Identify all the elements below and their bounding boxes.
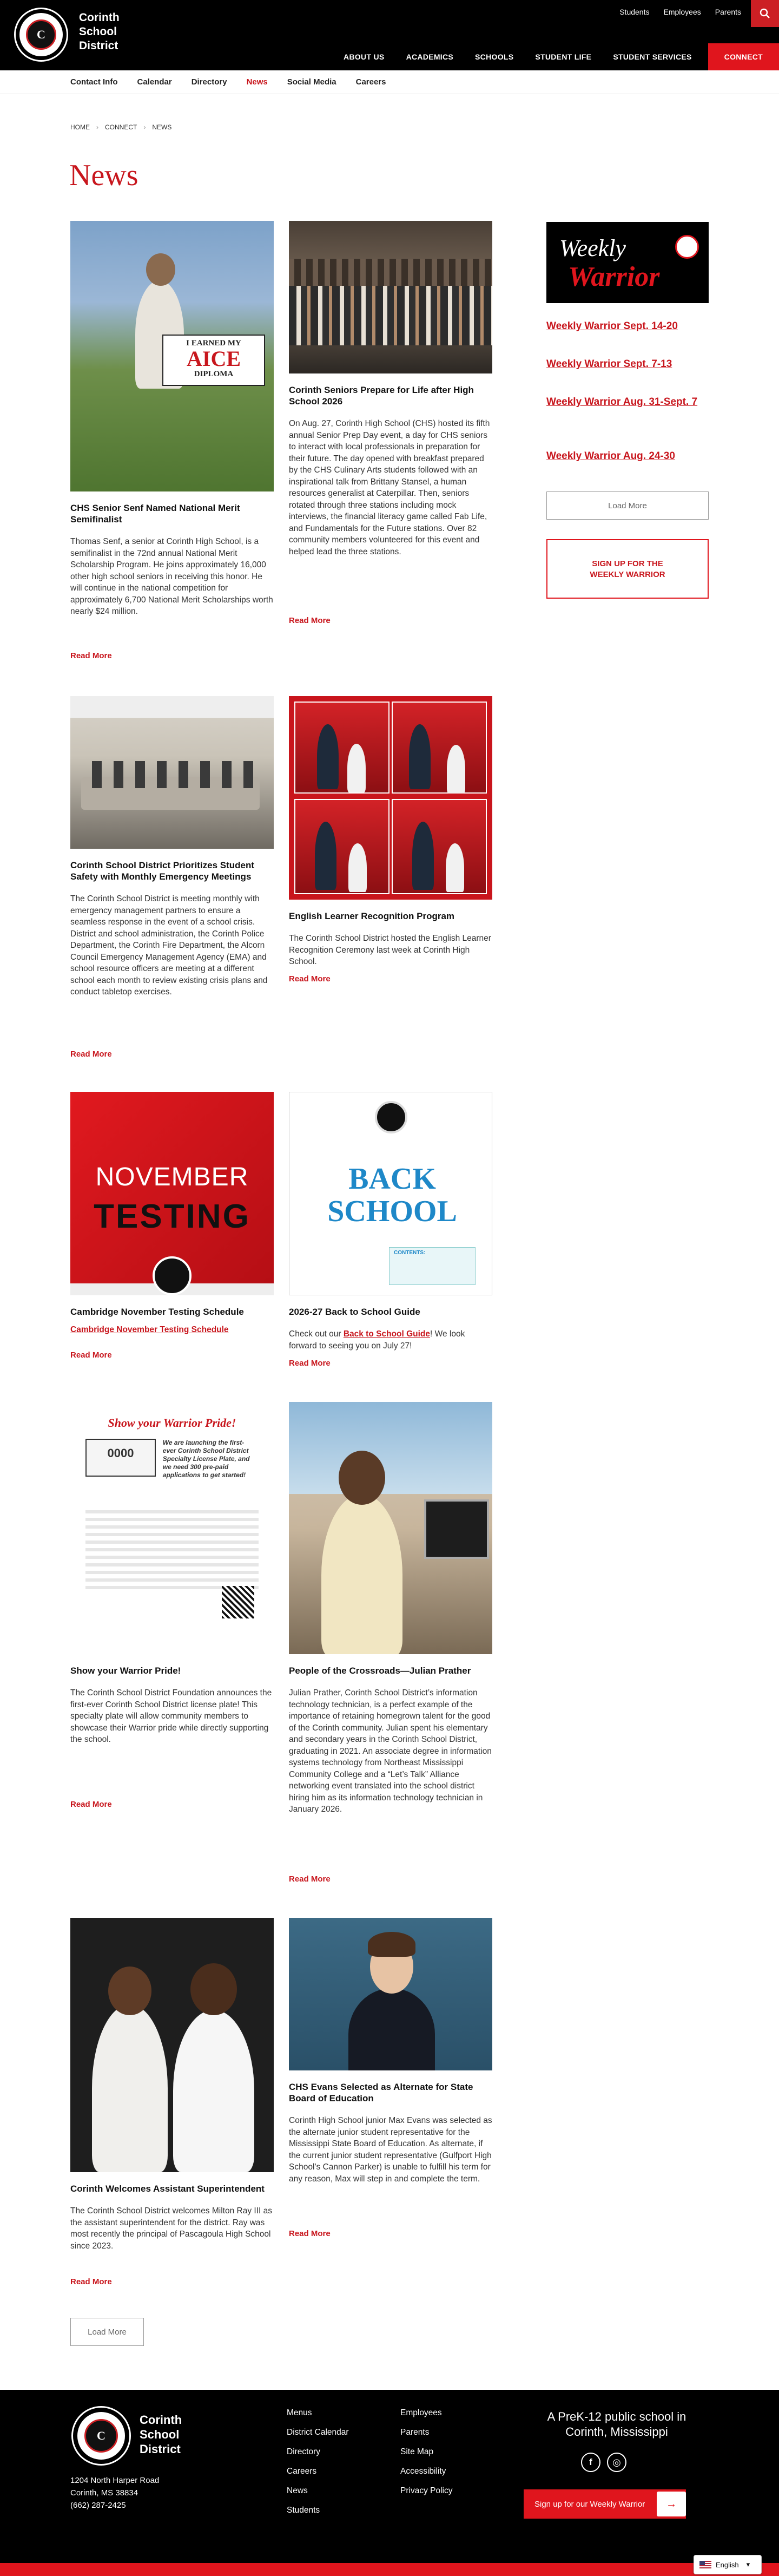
footer-link-employees[interactable]: Employees [400,2408,442,2417]
footer-phone[interactable]: (662) 287-2425 [70,2501,126,2510]
article-summary: The Corinth School District hosted the English Learner Recognition Ceremony last week at Corinth High School. [289,934,491,966]
weekly-warrior-banner[interactable]: Weekly Warrior [546,222,709,303]
footer-link-accessibility[interactable]: Accessibility [400,2467,446,2476]
footer-links-col2 [400,2408,452,2496]
footer-link-directory[interactable]: Directory [287,2447,321,2456]
read-more-link[interactable]: Read More [70,1050,112,1059]
read-more-link[interactable]: Read More [289,2229,331,2238]
main-nav [333,43,779,70]
news-card [289,1402,492,1815]
article-title[interactable]: Show your Warrior Pride! [70,1666,181,1676]
subnav-calendar[interactable]: Calendar [137,77,172,87]
weekly-warrior-link[interactable]: Weekly Warrior Aug. 24-30 [546,450,675,462]
nav-student-services[interactable]: STUDENT SERVICES [613,53,692,61]
breadcrumb-home[interactable]: HOME [70,123,90,131]
logo-letter: C [26,19,56,50]
weekly-warrior-link[interactable]: Weekly Warrior Sept. 14-20 [546,320,678,332]
arrow-right-icon: → [666,2498,677,2510]
back-to-school-guide-link[interactable]: Back to School Guide [343,1329,431,1339]
breadcrumb-connect[interactable]: CONNECT [105,123,137,131]
footer-signup-arrow-button[interactable] [657,2492,686,2516]
qr-code [222,1586,254,1618]
site-header [0,0,779,70]
us-flag-icon [699,2561,711,2568]
footer-link-district-calendar[interactable]: District Calendar [287,2428,349,2437]
language-selector[interactable] [694,2555,762,2574]
read-more-link[interactable]: Read More [70,2277,112,2286]
instagram-icon[interactable]: ◎ [607,2453,626,2472]
utility-link-employees[interactable]: Employees [663,8,701,16]
article-image[interactable] [70,221,274,491]
weekly-warrior-link[interactable]: Weekly Warrior Sept. 7-13 [546,358,672,370]
district-seal-icon [375,1101,407,1133]
aice-sign: I EARNED MY AICE DIPLOMA [162,335,265,386]
read-more-link[interactable]: Read More [70,1351,112,1360]
section-subnav [0,70,779,94]
article-image[interactable] [289,696,492,900]
page-title: News [69,159,138,192]
article-title[interactable]: 2026-27 Back to School Guide [289,1307,420,1317]
district-seal-icon [675,235,699,259]
footer-links-col1 [287,2408,349,2515]
search-icon [760,8,770,19]
sidebar-load-more-button[interactable]: Load More [546,491,709,520]
article-image[interactable] [289,1402,492,1654]
news-card [289,221,492,558]
news-card [289,1918,492,2185]
nav-academics[interactable]: ACADEMICS [406,53,454,61]
article-image[interactable]: NOVEMBER TESTING [70,1092,274,1295]
article-title[interactable]: People of the Crossroads—Julian Prather [289,1666,471,1676]
footer-link-privacy-policy[interactable]: Privacy Policy [400,2486,453,2495]
utility-link-parents[interactable]: Parents [715,8,741,16]
footer-weekly-warrior-signup[interactable]: Sign up for our Weekly Warrior [524,2489,686,2519]
article-image[interactable] [289,221,492,373]
footer-link-news[interactable]: News [287,2486,308,2495]
news-card [289,1092,492,1352]
news-card [70,1918,274,2252]
read-more-link[interactable]: Read More [289,1359,331,1368]
footer-link-parents[interactable]: Parents [400,2428,430,2437]
breadcrumb-current: NEWS [152,123,172,131]
chevron-down-icon: ▾ [746,2560,750,2568]
nav-connect[interactable]: CONNECT [708,43,779,70]
read-more-link[interactable]: Read More [289,616,331,625]
footer-address: 1204 North Harper Road Corinth, MS 38834 (662) 287-2425 [70,2474,159,2512]
back-to-school-graphic: BACK SCHOOL [327,1162,457,1228]
article-summary: The Corinth School District is meeting monthly with emergency management partners to ensure a seamless response in the event of a school crisis. District and school administration, the Corinth Police Department, the Corinth Fire Department, the Alcorn Council Emergency Management Agency (EMA) and school resource officers are meeting at a different school each month to review existing crisis plans and conduct tabletop exercises. [70,894,268,997]
article-summary: Julian Prather, Corinth School District’s information technology technician, is a perfect example of the importance of retaining homegrown talent for the good of the Corinth community. Julian spent his elementary and secondary years in the Corinth School District, graduating in 2021. An associate degree in information systems technology from Northeast Mississippi Community College and a “Let’s Talk” Alliance networking event translated into the school district hiring him as its information technology technician in January 2026. [289,1688,492,1814]
news-card [70,1092,274,1335]
footer-accent-strip [0,2560,779,2576]
subnav-contact-info[interactable]: Contact Info [70,77,118,87]
nav-schools[interactable]: SCHOOLS [475,53,514,61]
article-title[interactable]: CHS Evans Selected as Alternate for State Board of Education [289,2082,473,2103]
article-title[interactable]: English Learner Recognition Program [289,911,455,921]
breadcrumb-separator: › [96,123,98,131]
article-summary: On Aug. 27, Corinth High School (CHS) hosted its fifth annual Senior Prep Day event, a day for CHS seniors to interact with local professionals in preparation for their future. The day opened with breakfast prepared by the CHS Culinary Arts students followed with an inspirational talk from Brittany Stansel, a human resources generalist at Caterpillar. Then, seniors rotated through three stations including mock interviews, the financial literacy game called Fab Life, and Fundamentals for the Future stations. Over 82 community members volunteered for this event and helped lead the three stations. [289,419,490,556]
footer-district-name: Corinth School District [140,2413,182,2456]
license-plate-graphic: 0000 [85,1439,156,1477]
site-footer [0,2390,779,2576]
district-seal-icon [153,1256,192,1295]
read-more-link[interactable]: Read More [70,1800,112,1809]
article-title[interactable]: Cambridge November Testing Schedule [70,1307,244,1317]
facebook-icon[interactable]: f [581,2453,600,2472]
news-card [70,221,274,618]
contents-box: CONTENTS: [389,1247,476,1285]
language-label: English [716,2560,739,2569]
news-card [289,696,492,968]
search-button[interactable] [751,0,779,27]
load-more-button[interactable]: Load More [70,2318,144,2346]
article-image[interactable]: Show your Warrior Pride! 0000 We are launching the first-ever Corinth School District Specialty License Plate, and we need 300 pre-paid applications to get started! [70,1402,274,1654]
utility-nav [619,8,741,16]
breadcrumb [70,123,171,131]
article-image[interactable] [289,1092,492,1295]
article-summary: The Corinth School District Foundation announces the first-ever Corinth School District license plate! This specialty plate will allow community members to showcase their Warrior pride while directly supporting the school. [70,1688,272,1744]
district-logo[interactable] [14,8,68,62]
article-summary: Corinth High School junior Max Evans was selected as the alternate junior student representative for the Mississippi State Board of Education. As alternate, if the current junior student representative (Gulfport High School’s Cannon Parker) is unable to fulfill his term for any reason, Max will step in and complete the term. [289,2116,492,2184]
footer-link-site-map[interactable]: Site Map [400,2447,434,2456]
weekly-warrior-link[interactable]: Weekly Warrior Aug. 31-Sept. 7 [546,396,698,408]
news-card [70,696,274,998]
utility-link-students[interactable]: Students [619,8,650,16]
subnav-social-media[interactable]: Social Media [287,77,336,87]
weekly-warrior-signup-button[interactable]: SIGN UP FOR THE WEEKLY WARRIOR [546,539,709,599]
subnav-careers[interactable]: Careers [355,77,386,87]
article-title[interactable]: Corinth Seniors Prepare for Life after High School 2026 [289,385,474,407]
article-title[interactable]: CHS Senior Senf Named National Merit Semifinalist [70,503,240,525]
article-summary: Check out our Back to School Guide! We look forward to seeing you on July 27! [289,1329,465,1351]
footer-link-menus[interactable]: Menus [287,2408,312,2417]
article-image[interactable] [70,1918,274,2172]
site-name[interactable]: Corinth School District [79,11,120,52]
footer-logo[interactable]: C [71,2406,131,2466]
nav-student-life[interactable]: STUDENT LIFE [535,53,592,61]
news-card [70,1402,274,1746]
article-title[interactable]: Corinth School District Prioritizes Student Safety with Monthly Emergency Meetings [70,860,255,882]
footer-link-students[interactable]: Students [287,2506,320,2515]
subnav-directory[interactable]: Directory [191,77,227,87]
footer-tagline: A PreK-12 public school in Corinth, Mississippi [547,2410,686,2439]
read-more-link[interactable]: Read More [289,1874,331,1884]
read-more-link[interactable]: Read More [289,974,331,984]
article-summary: The Corinth School District welcomes Milton Ray III as the assistant superintendent for the district. Ray was most recently the principal of Pascagoula High School since 2023. [70,2206,272,2251]
breadcrumb-separator: › [143,123,146,131]
article-image[interactable] [70,696,274,849]
testing-schedule-link[interactable]: Cambridge November Testing Schedule [70,1325,229,1334]
footer-link-careers[interactable]: Careers [287,2467,317,2476]
article-summary: Thomas Senf, a senior at Corinth High School, is a semifinalist in the 72nd annual National Merit Scholarship Program. He joins approximately 16,000 other high school seniors in receiving this honor. He will continue in the national competition for approximately 6,700 National Merit Scholarships worth nearly $24 million. [70,537,273,616]
subnav-news[interactable]: News [246,77,268,87]
article-title[interactable]: Corinth Welcomes Assistant Superintendent [70,2184,265,2194]
read-more-link[interactable]: Read More [70,651,112,660]
article-image[interactable] [289,1918,492,2070]
nav-about-us[interactable]: ABOUT US [344,53,385,61]
